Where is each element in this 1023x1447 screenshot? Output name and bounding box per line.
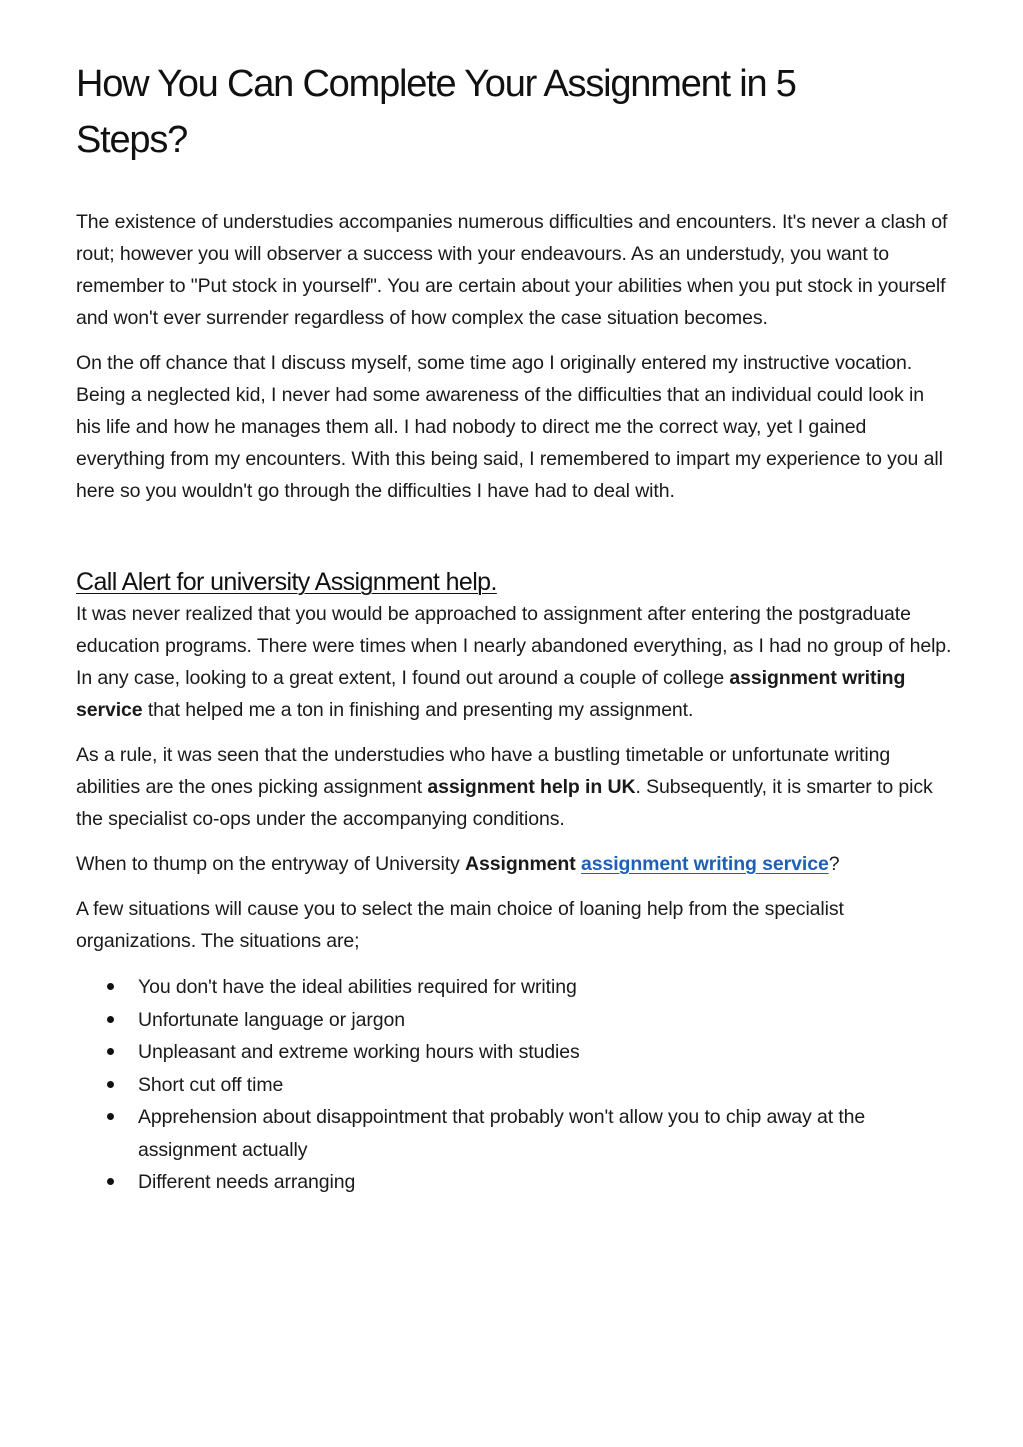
paragraph-text: As a rule, it was seen that the understudies who have a bustling timetable or unfortunate writing abilities are the ones picking assignment <box>76 744 891 798</box>
list-item <box>76 1101 953 1166</box>
bold-keyword: assignment help in UK <box>427 776 636 798</box>
list-item <box>76 1004 953 1037</box>
bullet-icon <box>107 1048 114 1055</box>
situations-list <box>76 971 953 1199</box>
list-item-text: You don't have the ideal abilities required for writing <box>138 976 577 998</box>
paragraph-text: ? <box>828 853 840 875</box>
list-item-text: Short cut off time <box>138 1073 284 1096</box>
list-item-text: Apprehension about disappointment that probably won't allow you to chip away at the assignment actually <box>138 1106 866 1161</box>
section-paragraph-4: A few situations will cause you to select the main choice of loaning help from the specialist organizations. The situations are; <box>76 898 844 952</box>
paragraph-text: When to thump on the entryway of University <box>76 853 466 875</box>
bold-keyword: assignment writing service <box>76 667 906 721</box>
intro-paragraph-2: On the off chance that I discuss myself, some time ago I originally entered my instructive vocation. Being a neglected kid, I never had some awareness of the difficulties that an individual could look in his life and how he manages them all. I had nobody to direct me the correct way, yet I gained everything from my encounters. With this being said, I remembered to impart my experience to you all here so you wouldn't go through the difficulties I have had to deal with. <box>76 352 943 502</box>
bullet-icon <box>107 983 114 990</box>
section-heading: Call Alert for university Assignment help. <box>76 568 497 596</box>
section-paragraph-2 <box>76 739 953 835</box>
document-title: How You Can Complete Your Assignment in 5 Steps? <box>76 63 796 161</box>
assignment-writing-service-link[interactable]: assignment writing service <box>580 853 829 875</box>
paragraph-text: It was never realized that you would be approached to assignment after entering the postgraduate education programs. There were times when I nearly abandoned everything, as I had no group of help. In any case, looking to a great extent, I found out around a couple of college <box>76 603 952 689</box>
intro-section <box>76 206 953 507</box>
list-item <box>76 1036 953 1069</box>
intro-paragraph-1: The existence of understudies accompanies numerous difficulties and encounters. It's never a clash of rout; however you will observer a success with your endeavours. As an understudy, you want to remember to "Put stock in yourself". You are certain about your abilities when you put stock in yourself and won't ever surrender regardless of how complex the case situation becomes. <box>76 211 948 329</box>
section-body <box>76 598 953 1199</box>
list-item-text: Unpleasant and extreme working hours with studies <box>138 1041 580 1063</box>
list-item <box>76 971 953 1004</box>
bullet-icon <box>107 1081 114 1088</box>
list-item-text: Different needs arranging <box>138 1171 356 1193</box>
section-paragraph-3 <box>76 848 953 880</box>
section-paragraph-1 <box>76 598 953 726</box>
list-item-text: Unfortunate language or jargon <box>138 1008 405 1031</box>
help-section <box>76 566 953 1199</box>
bold-keyword: Assignment <box>465 853 576 875</box>
list-item <box>76 1166 953 1199</box>
paragraph-text: that helped me a ton in finishing and presenting my assignment. <box>142 699 694 721</box>
bullet-icon <box>107 1113 114 1120</box>
list-item <box>76 1069 953 1102</box>
bullet-icon <box>107 1016 114 1023</box>
paragraph-text: . Subsequently, it is smarter to pick the specialist co-ops under the accompanying conditions. <box>76 776 933 830</box>
bullet-icon <box>107 1178 114 1185</box>
